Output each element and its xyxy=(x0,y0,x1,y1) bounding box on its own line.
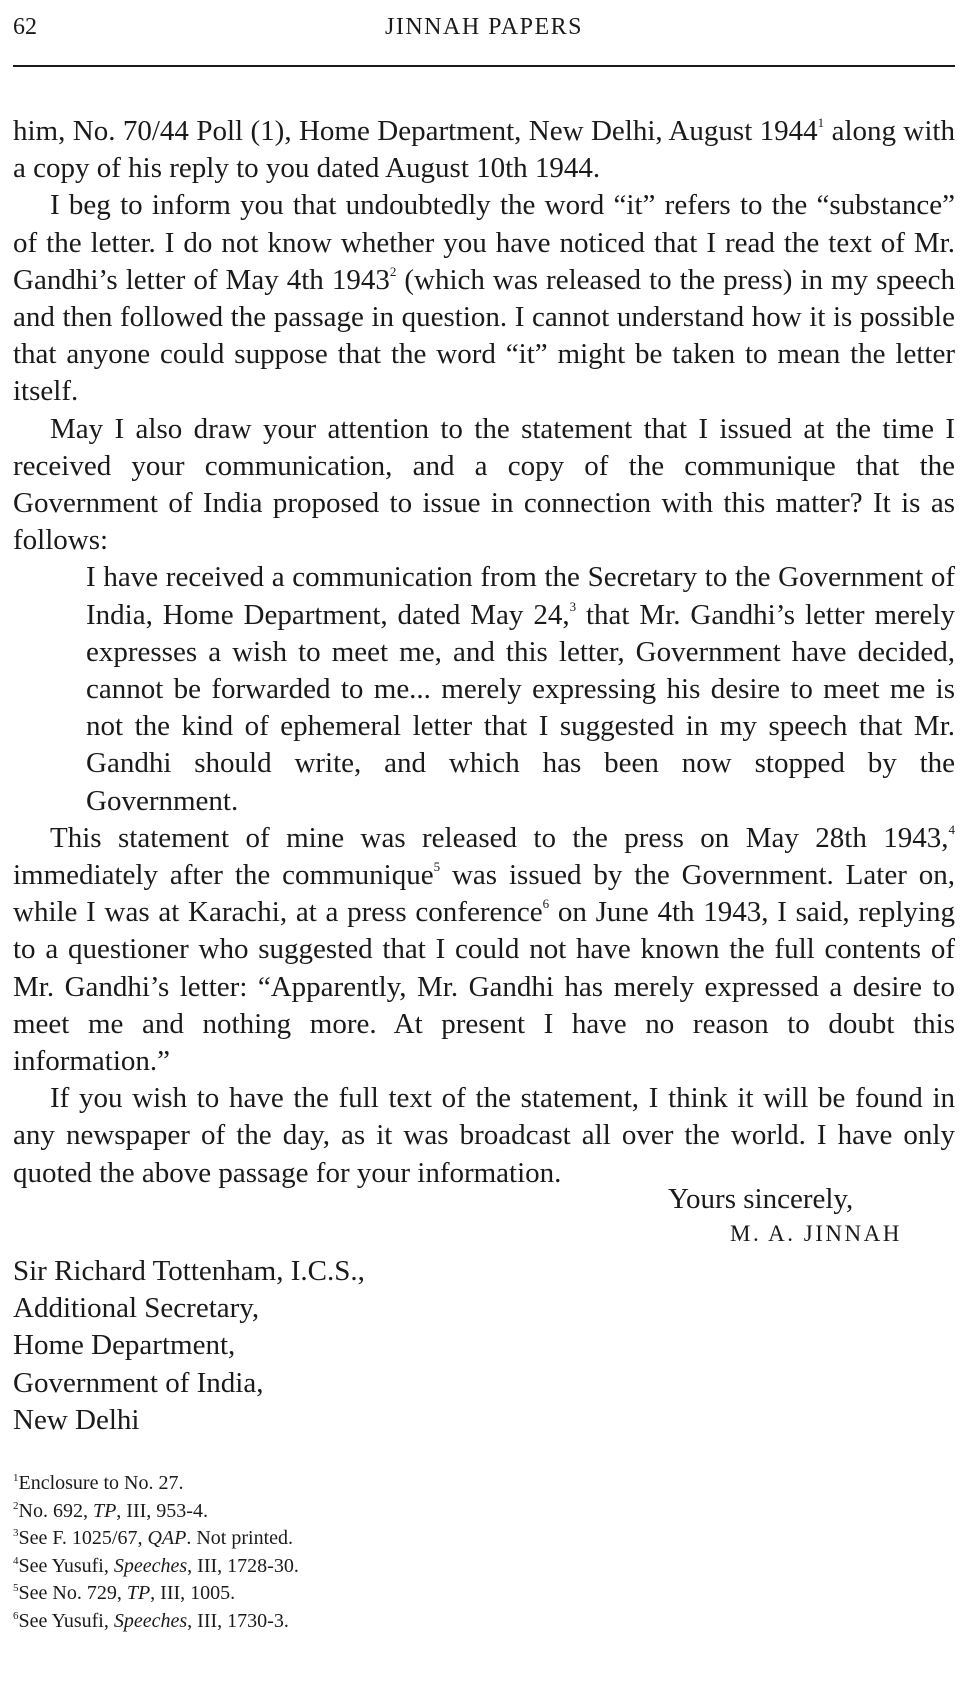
paragraph-4 xyxy=(13,820,955,1080)
page-number: 62 xyxy=(13,14,37,40)
addressee-line: New Delhi xyxy=(13,1403,140,1436)
footnote-mark: 4 xyxy=(13,1554,19,1567)
footnote-text: , III, 1728-30. xyxy=(187,1554,299,1577)
addressee-block xyxy=(13,1253,365,1439)
footnote-ref-4: 4 xyxy=(948,821,955,837)
footnote-ref-2: 2 xyxy=(389,263,397,279)
quote-text-a: I have received a communication from the Secretary to the Government of India, Home Department, dated May 24, xyxy=(86,561,955,631)
footnote xyxy=(13,1608,299,1636)
footnote-text: See Yusufi, xyxy=(18,1554,114,1577)
footnote-text: . Not printed. xyxy=(186,1527,294,1550)
letter-body xyxy=(13,113,955,1192)
footnote-text: See F. 1025/67, xyxy=(18,1527,148,1550)
footnote xyxy=(13,1470,299,1498)
paragraph-2 xyxy=(13,187,955,410)
addressee-line: Additional Secretary, xyxy=(13,1292,260,1325)
footnote-italic: TP xyxy=(92,1499,117,1522)
paragraph-1 xyxy=(13,113,955,187)
footnote-italic: TP xyxy=(126,1582,151,1605)
footnote-ref-3: 3 xyxy=(569,598,577,614)
running-title: JINNAH PAPERS xyxy=(385,14,583,40)
footnote-ref-1: 1 xyxy=(817,115,825,130)
footnote-mark: 1 xyxy=(13,1472,19,1484)
footnote-text: Enclosure to No. 27. xyxy=(18,1472,184,1494)
footnote-mark: 5 xyxy=(13,1582,19,1595)
footnote-text: , III, 1730-3. xyxy=(187,1609,289,1632)
paragraph-4-text-d: on June 4th 1943, I said, replying to a questioner who suggested that I could not have known the full contents of Mr. Gandhi’s letter: “Apparently, Mr. Gandhi has merely expressed a desire to meet me and nothing more. At present I have no reason to doubt this information.” xyxy=(13,896,955,1078)
paragraph-2-text-a: I beg to inform you that undoubtedly the word “it” refers to the “substance” of the letter. I do not know whether you have noticed that I read the text of Mr. Gandhi’s letter of May 4th 1943 xyxy=(13,189,955,296)
paragraph-5: If you wish to have the full text of the statement, I think it will be found in any newspaper of the day, as it was broadcast all over the world. I have only quoted the above passage for your information. xyxy=(13,1082,955,1189)
letter-closing xyxy=(0,1181,968,1261)
footnote-ref-5: 5 xyxy=(433,859,441,875)
footnote xyxy=(13,1553,299,1581)
footnote xyxy=(13,1580,299,1608)
valediction: Yours sincerely, xyxy=(668,1183,854,1215)
addressee-line: Sir Richard Tottenham, I.C.S., xyxy=(13,1255,365,1287)
footnote-ref-6: 6 xyxy=(542,896,550,912)
footnote-italic: QAP xyxy=(147,1527,187,1550)
paragraph-4-text-b: immediately after the communique xyxy=(13,859,434,892)
signature: M. A. JINNAH xyxy=(730,1221,902,1246)
header-rule xyxy=(13,65,955,67)
footnote-mark: 6 xyxy=(13,1609,19,1622)
running-header xyxy=(13,12,955,46)
footnote-mark: 2 xyxy=(13,1499,19,1512)
footnote-text: , III, 1005. xyxy=(150,1582,236,1605)
addressee-line: Government of India, xyxy=(13,1366,264,1399)
addressee-line: Home Department, xyxy=(13,1329,236,1362)
quoted-statement xyxy=(86,559,955,819)
footnote-text: No. 692, xyxy=(18,1499,93,1522)
footnote xyxy=(13,1525,299,1553)
footnote-text: See Yusufi, xyxy=(18,1609,114,1632)
paragraph-3: May I also draw your attention to the statement that I issued at the time I received your communication, and a copy of the communique that the Government of India proposed to issue in connection with this matter? It is as follows: xyxy=(13,412,955,557)
footnote-italic: Speeches xyxy=(113,1554,188,1577)
paragraph-4-text-c: was issued by the Government. Later on, while I was at Karachi, at a press conference xyxy=(13,859,955,929)
paragraph-4-text-a: This statement of mine was released to the press on May 28th 1943, xyxy=(50,821,949,854)
quote-text-b: that Mr. Gandhi’s letter merely expresses a wish to meet me, and this letter, Government have decided, cannot be forwarded to me... merely expressing his desire to meet me is not the kind of ephemeral letter that I suggested in my speech that Mr. Gandhi should write, and which has been now stopped by the Government. xyxy=(86,598,955,817)
paragraph-1-text-a: him, No. 70/44 Poll (1), Home Department, New Delhi, August 1944 xyxy=(13,115,818,147)
footnotes xyxy=(13,1470,299,1636)
footnote-text: , III, 953-4. xyxy=(116,1499,208,1522)
paragraph-2-text-b: (which was released to the press) in my speech and then followed the passage in question. I cannot understand how it is possible that anyone could suppose that the word “it” might be taken to mean the letter itself. xyxy=(13,263,955,408)
paragraph-1-text-b: along with a copy of his reply to you dated August 10th 1944. xyxy=(13,115,955,185)
footnote-mark: 3 xyxy=(13,1527,19,1540)
footnote xyxy=(13,1498,299,1526)
footnote-italic: Speeches xyxy=(113,1609,188,1632)
footnote-text: See No. 729, xyxy=(18,1582,127,1605)
